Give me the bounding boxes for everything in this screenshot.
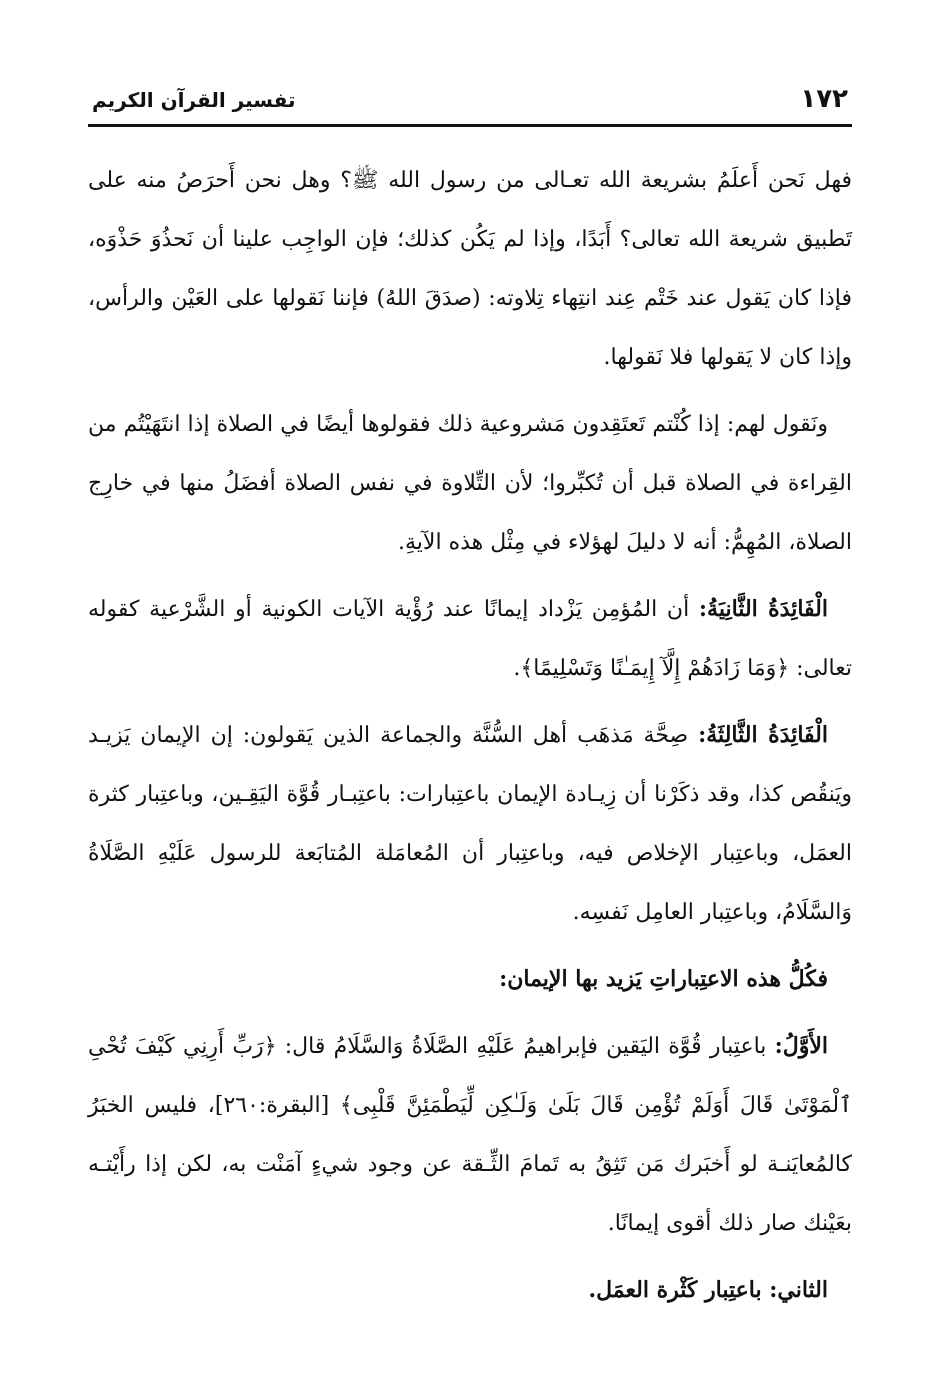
paragraph-3 <box>88 580 852 698</box>
paragraph-text: ونَقول لهم: إذا كُنْتم تَعتَقِدون مَشروعية ذلك فقولوها أيضًا في الصلاة إذا انتَهَيْتُم من القِراءة في الصلاة قبل أن تُكبِّروا؛ لأن التِّلاوة في نفس الصلاة أفضَلُ منها في خارِج الصلاة، المُهِمُّ: أنه لا دليلَ لهؤلاء في مِثْل هذه الآيةِ. <box>88 412 852 555</box>
paragraph-text: الثاني: باعتِبار كَثْرة العمَل. <box>588 1277 828 1303</box>
paragraph-lead: الْفَائِدَةُ الثَّانِيَةُ: <box>698 596 828 622</box>
paragraph-text: فهل نَحن أَعلَمُ بشريعة الله تعـالى من رسول الله ﷺ؟ وهل نحن أَحرَصُ منه على تَطبيق شريعة الله تعالى؟ أَبَدًا، وإذا لم يَكُن كذلك؛ فإن الواجِب علينا أن نَحذُوَ حَذْوَه، فإذا كان يَقول عند خَتْم عِند انتِهاء تِلاوته: (صدَقَ اللهُ) فإننا نَقولها على العَيْن والرأس، وإذا كان لا يَقولها فلا نَقولها. <box>88 168 852 370</box>
page <box>88 80 852 1328</box>
paragraph-text: أن المُؤمِن يَزْداد إيمانًا عند رُؤْية الآيات الكونية أو الشَّرْعية كقوله تعالى: ﴿وَمَا زَادَهُمْ إِلَّآ إِيمَـٰنًا وَتَسْلِيمًا﴾. <box>88 597 852 681</box>
page-number: ١٧٢ <box>800 84 848 114</box>
paragraph-7 <box>88 1261 852 1320</box>
paragraph-lead: الأَوَّلُ: <box>774 1033 828 1059</box>
paragraph-5 <box>88 950 852 1009</box>
page-header <box>88 80 852 127</box>
paragraph-6 <box>88 1017 852 1253</box>
book-title: تفسير القرآن الكريم <box>92 88 296 112</box>
paragraph-lead: الْفَائِدَةُ الثَّالِثَةُ: <box>698 722 828 748</box>
paragraph-1 <box>88 151 852 387</box>
paragraph-2 <box>88 395 852 572</box>
paragraph-text: باعتِبار قُوَّة اليَقين فإبراهيمُ عَلَيْهِ الصَّلَاةُ وَالسَّلَامُ قال: ﴿رَبِّ أَرِنِي كَيْفَ تُحْىِ ٱلْمَوْتَىٰ قَالَ أَوَلَمْ تُؤْمِن قَالَ بَلَىٰ وَلَـٰكِن لِّيَطْمَئِنَّ قَلْبِى﴾ [البقرة:٢٦٠]، فليس الخبَرُ كالمُعايَنـة لو أَخبَرك مَن تَثِقُ به تَمامَ الثِّـقة عن وجود شيءٍ آمَنْت به، لكن إذا رأَيْتـه بعَيْنك صار ذلك أقوى إيمانًا. <box>88 1034 853 1236</box>
body-text <box>88 151 852 1320</box>
paragraph-4 <box>88 706 852 942</box>
paragraph-text: فكُلُّ هذه الاعتِباراتِ يَزيد بها الإيمان: <box>499 966 828 992</box>
paragraph-text: صِحَّة مَذهَب أهل السُّنَّة والجماعة الذين يَقولون: إن الإيمان يَزيـد ويَنقُص كذا، وقد ذكَرْنا أن زِيـادة الإيمان باعتِبارات: باعتِبـار قُوَّة اليَقِـين، وباعتِبار كثرة العمَل، وباعتِبار الإخلاص فيه، وباعتِبار أن المُعامَلة المُتابَعة للرسول عَلَيْهِ الصَّلَاةُ وَالسَّلَامُ، وباعتِبار العامِل نَفسِه. <box>88 723 852 925</box>
